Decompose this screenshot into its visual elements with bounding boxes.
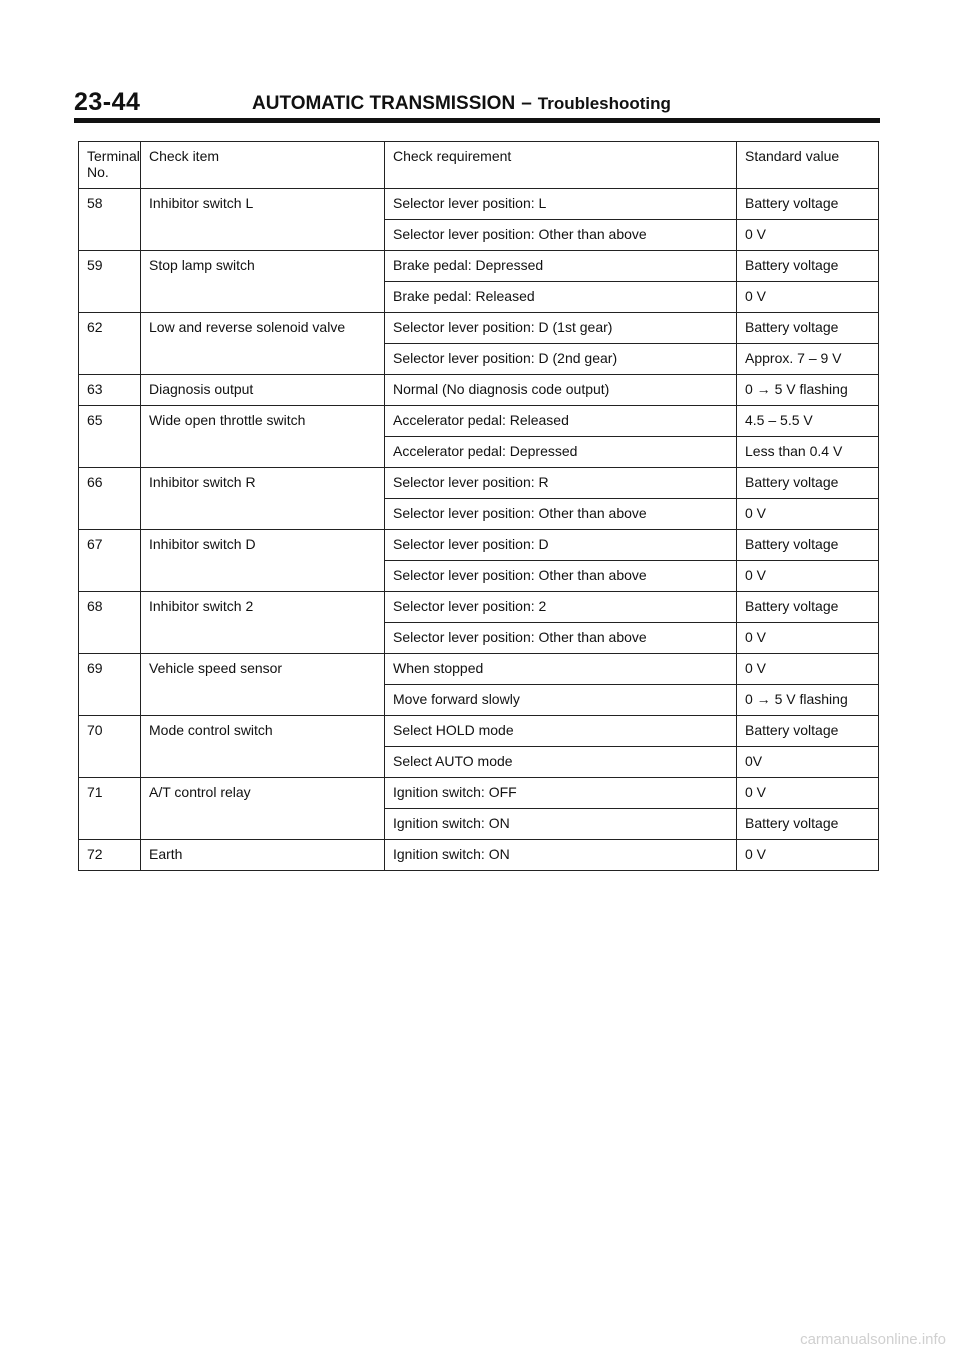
check-requirement-cell: Selector lever position: R <box>385 468 737 499</box>
table-row <box>79 251 879 282</box>
header-row <box>79 142 879 189</box>
check-requirement-cell: Ignition switch: ON <box>385 840 737 871</box>
standard-value-cell: 0 → 5 V flashing <box>737 685 879 716</box>
check-item-cell: Earth <box>141 840 385 871</box>
check-requirement-cell: When stopped <box>385 654 737 685</box>
terminal-number-cell: 62 <box>79 313 141 375</box>
terminal-number-cell: 70 <box>79 716 141 778</box>
check-requirement-cell: Brake pedal: Depressed <box>385 251 737 282</box>
footer <box>0 1331 960 1348</box>
check-requirement-cell: Brake pedal: Released <box>385 282 737 313</box>
terminal-number-cell: 68 <box>79 592 141 654</box>
table-row <box>79 406 879 437</box>
column-header-check-requirement: Check requirement <box>385 142 737 189</box>
standard-value-cell: Less than 0.4 V <box>737 437 879 468</box>
standard-value-cell: 0 V <box>737 220 879 251</box>
terminal-number-cell: 66 <box>79 468 141 530</box>
standard-value-cell: Battery voltage <box>737 189 879 220</box>
check-item-cell: Inhibitor switch R <box>141 468 385 530</box>
check-requirement-cell: Move forward slowly <box>385 685 737 716</box>
standard-value-cell: Battery voltage <box>737 468 879 499</box>
check-item-cell: A/T control relay <box>141 778 385 840</box>
standard-value-cell: 0 → 5 V flashing <box>737 375 879 406</box>
terminal-number-cell: 65 <box>79 406 141 468</box>
check-item-cell: Inhibitor switch L <box>141 189 385 251</box>
watermark-text: carmanualsonline.info <box>800 1331 946 1348</box>
terminal-number-cell: 63 <box>79 375 141 406</box>
standard-value-cell: 0 V <box>737 778 879 809</box>
page-number: 23-44 <box>74 88 141 116</box>
table-row <box>79 189 879 220</box>
table-body <box>79 189 879 871</box>
terminal-number-cell: 67 <box>79 530 141 592</box>
table-row <box>79 313 879 344</box>
column-header-check-item: Check item <box>141 142 385 189</box>
check-requirement-cell: Accelerator pedal: Released <box>385 406 737 437</box>
check-requirement-cell: Selector lever position: Other than above <box>385 499 737 530</box>
table-row <box>79 778 879 809</box>
standard-value-cell: 4.5 – 5.5 V <box>737 406 879 437</box>
standard-value-cell: 0V <box>737 747 879 778</box>
check-requirement-cell: Selector lever position: Other than above <box>385 623 737 654</box>
standard-value-cell: Battery voltage <box>737 716 879 747</box>
table-row <box>79 375 879 406</box>
standard-value-cell: Battery voltage <box>737 530 879 561</box>
check-requirement-cell: Select AUTO mode <box>385 747 737 778</box>
standard-value-cell: Battery voltage <box>737 251 879 282</box>
page-title <box>252 93 671 115</box>
standard-value-cell: Battery voltage <box>737 592 879 623</box>
check-requirement-cell: Ignition switch: OFF <box>385 778 737 809</box>
check-requirement-cell: Ignition switch: ON <box>385 809 737 840</box>
check-item-cell: Inhibitor switch 2 <box>141 592 385 654</box>
check-item-cell: Mode control switch <box>141 716 385 778</box>
title-separator: – <box>521 93 532 114</box>
check-requirement-cell: Accelerator pedal: Depressed <box>385 437 737 468</box>
terminal-number-cell: 71 <box>79 778 141 840</box>
standard-value-cell: 0 V <box>737 499 879 530</box>
column-header-terminal: Terminal No. <box>79 142 141 189</box>
check-item-cell: Inhibitor switch D <box>141 530 385 592</box>
standard-value-cell: 0 V <box>737 561 879 592</box>
check-item-cell: Stop lamp switch <box>141 251 385 313</box>
check-item-cell: Wide open throttle switch <box>141 406 385 468</box>
check-requirement-cell: Selector lever position: D <box>385 530 737 561</box>
table-row <box>79 468 879 499</box>
check-item-cell: Vehicle speed sensor <box>141 654 385 716</box>
terminal-number-cell: 72 <box>79 840 141 871</box>
check-requirement-cell: Selector lever position: Other than above <box>385 220 737 251</box>
column-header-standard-value: Standard value <box>737 142 879 189</box>
standard-value-cell: 0 V <box>737 654 879 685</box>
table-row <box>79 716 879 747</box>
check-requirement-cell: Selector lever position: D (2nd gear) <box>385 344 737 375</box>
table-row <box>79 840 879 871</box>
table-row <box>79 592 879 623</box>
terminal-check-table <box>78 141 879 871</box>
check-requirement-cell: Normal (No diagnosis code output) <box>385 375 737 406</box>
check-item-cell: Diagnosis output <box>141 375 385 406</box>
check-requirement-cell: Select HOLD mode <box>385 716 737 747</box>
page-header <box>74 88 880 123</box>
check-requirement-cell: Selector lever position: 2 <box>385 592 737 623</box>
standard-value-cell: 0 V <box>737 282 879 313</box>
terminal-number-cell: 58 <box>79 189 141 251</box>
check-requirement-cell: Selector lever position: Other than above <box>385 561 737 592</box>
standard-value-cell: Approx. 7 – 9 V <box>737 344 879 375</box>
terminal-number-cell: 59 <box>79 251 141 313</box>
table-row <box>79 654 879 685</box>
standard-value-cell: Battery voltage <box>737 809 879 840</box>
check-requirement-cell: Selector lever position: D (1st gear) <box>385 313 737 344</box>
section-subtitle: Troubleshooting <box>537 94 671 113</box>
table-row <box>79 530 879 561</box>
check-item-cell: Low and reverse solenoid valve <box>141 313 385 375</box>
standard-value-cell: 0 V <box>737 623 879 654</box>
table-header <box>79 142 879 189</box>
standard-value-cell: 0 V <box>737 840 879 871</box>
check-requirement-cell: Selector lever position: L <box>385 189 737 220</box>
standard-value-cell: Battery voltage <box>737 313 879 344</box>
terminal-number-cell: 69 <box>79 654 141 716</box>
section-title: AUTOMATIC TRANSMISSION <box>252 93 516 114</box>
